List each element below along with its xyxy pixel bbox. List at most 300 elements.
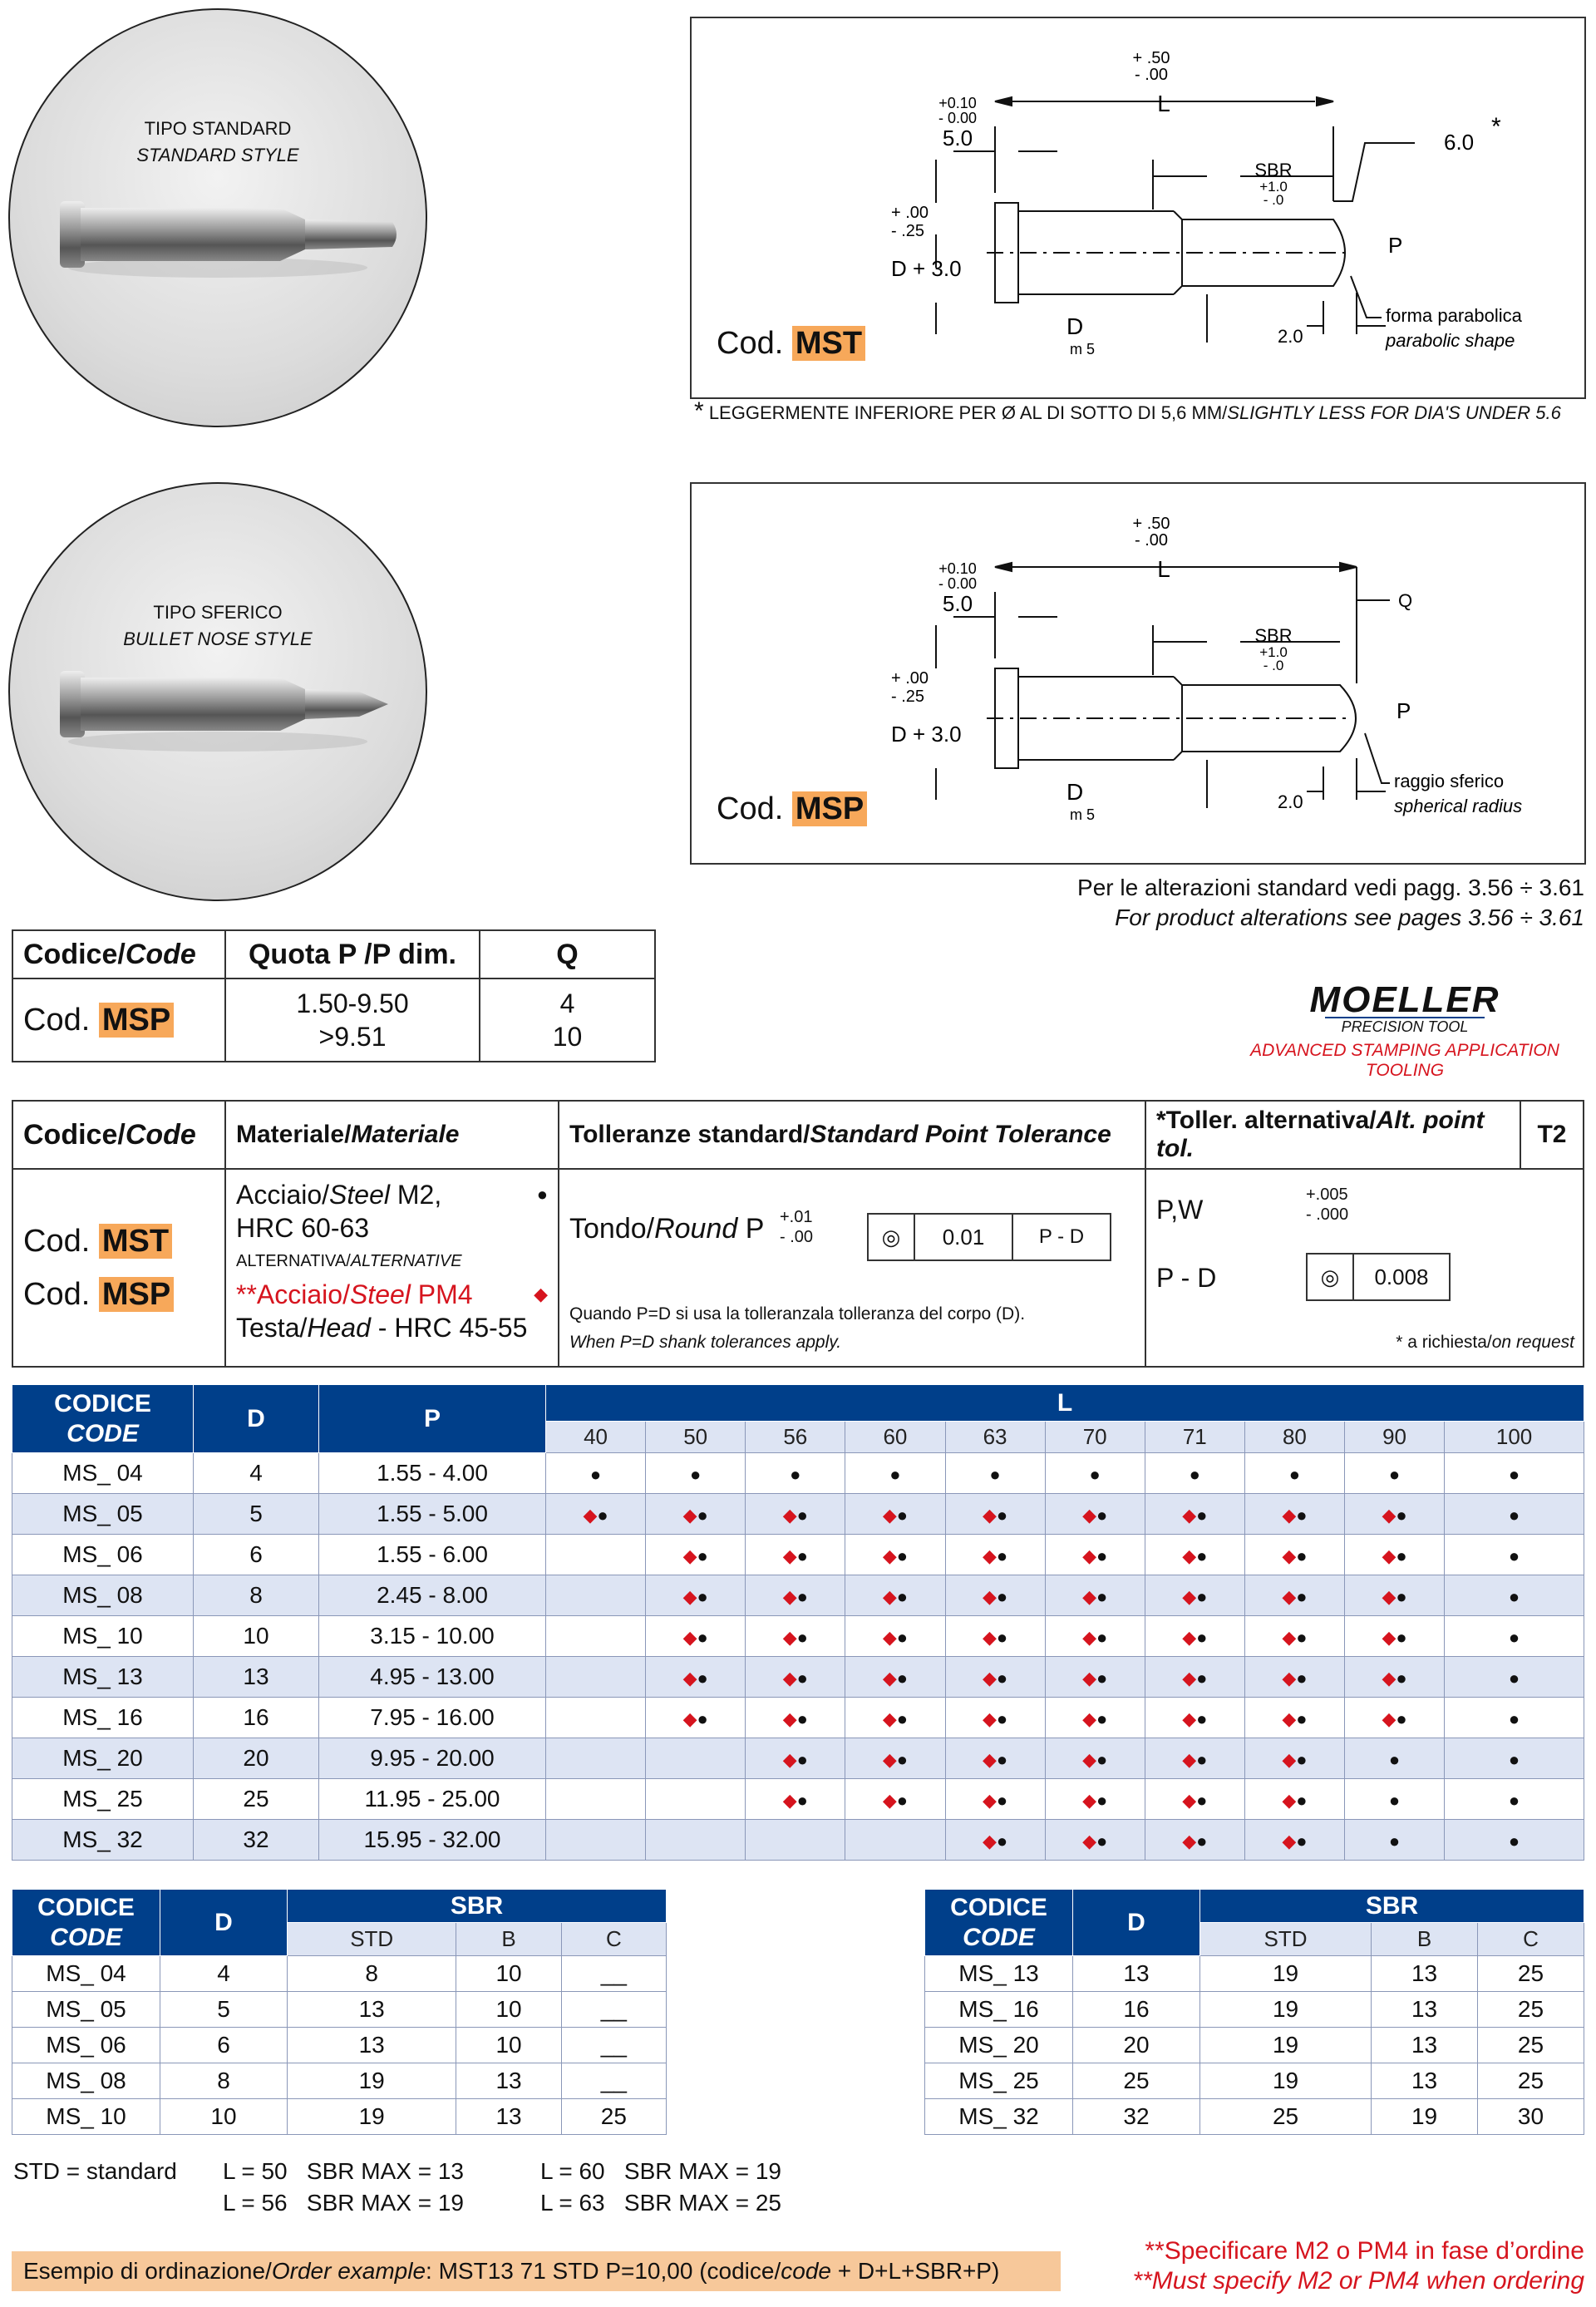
m2-dot-icon: ● (1508, 1749, 1520, 1770)
m2-dot-icon: ● (796, 1749, 808, 1770)
sbr-tol-minus: - .0 (1263, 192, 1284, 208)
sbr-label: SBR (1254, 625, 1293, 646)
std-note-b1: L = 60 SBR MAX = 19 (540, 2158, 782, 2184)
mat-tolerance-cell (559, 1169, 1145, 1367)
availability-cell (1445, 1575, 1584, 1616)
sbr-header-b: B (456, 1923, 561, 1956)
d-head: D + 3.0 (891, 256, 962, 281)
l-tol-minus: - .00 (1134, 66, 1169, 84)
availability-cell (945, 1820, 1045, 1861)
m2-dot-icon: ● (1189, 1464, 1200, 1485)
cell-std: 19 (1200, 2028, 1372, 2063)
m2-dot-icon: ● (697, 1505, 708, 1526)
main-header-p: P (319, 1385, 546, 1453)
sbr-header-code: CODICE CODE (925, 1890, 1073, 1956)
q-label: Q (1398, 590, 1413, 611)
pm4-diamond-icon: ◆ (1282, 1586, 1297, 1607)
m2-dot-icon: ● (1096, 1790, 1108, 1811)
order-example: Esempio di ordinazione/Order example: MST13 71 STD P=10,00 (codice/code + D+L+SBR+P) (12, 2251, 1061, 2291)
availability-cell (1345, 1657, 1445, 1698)
availability-cell (1345, 1494, 1445, 1535)
cell-p: 15.95 - 32.00 (319, 1820, 546, 1861)
availability-cell (546, 1738, 646, 1779)
availability-cell (1145, 1494, 1244, 1535)
main-header-l: L (546, 1385, 1584, 1422)
cell-d: 20 (1073, 2028, 1200, 2063)
m2-dot-icon: ● (996, 1505, 1008, 1526)
availability-cell (546, 1779, 646, 1820)
availability-cell (845, 1698, 945, 1738)
availability-cell (945, 1779, 1045, 1820)
availability-cell (1145, 1453, 1244, 1494)
cell-b: 10 (456, 1956, 561, 1992)
availability-cell (646, 1453, 746, 1494)
pm4-diamond-icon: ◆ (1182, 1749, 1197, 1770)
warning-en: **Must specify M2 or PM4 when ordering (1132, 2267, 1584, 2295)
pm4-diamond-icon: ◆ (982, 1831, 997, 1851)
m2-dot-icon: ● (989, 1464, 1001, 1485)
cell-d: 5 (194, 1494, 319, 1535)
pm4-diamond-icon: ◆ (1182, 1505, 1197, 1526)
brand-logo (1247, 979, 1563, 1081)
m2-dot-icon: ● (896, 1627, 909, 1648)
head-len: 5.0 (942, 126, 973, 150)
m2-dot-icon: ● (1196, 1505, 1208, 1526)
availability-cell (646, 1657, 746, 1698)
q-p-values: 1.50-9.50 >9.51 (225, 979, 480, 1062)
availability-cell (1445, 1657, 1584, 1698)
pm4-diamond-icon: ◆ (1282, 1790, 1297, 1811)
availability-cell (1045, 1698, 1145, 1738)
table-row (12, 1575, 1584, 1616)
availability-cell (1145, 1575, 1244, 1616)
pm4-diamond-icon: ◆ (1382, 1586, 1396, 1607)
mat-codes: Cod. MST Cod. MSP (12, 1169, 225, 1367)
cell-b: 13 (1372, 1956, 1478, 1992)
q-code: Cod. MSP (12, 979, 225, 1062)
m2-dot-icon: ● (1296, 1627, 1308, 1648)
code-tag: MSP (792, 791, 867, 826)
availability-cell (845, 1738, 945, 1779)
q-table (12, 929, 656, 1062)
head-tol-minus: - 0.00 (938, 575, 978, 592)
pm4-diamond-icon: ◆ (1282, 1831, 1297, 1851)
m2-dot-icon: ● (1388, 1831, 1401, 1851)
availability-cell (1045, 1453, 1145, 1494)
length-header: 63 (945, 1422, 1045, 1453)
cell-d: 4 (160, 1956, 288, 1992)
availability-cell (646, 1738, 746, 1779)
m2-dot-icon: ● (1196, 1790, 1208, 1811)
m2-dot-icon: ● (996, 1627, 1008, 1648)
brand-sub: PRECISION TOOL (1325, 1017, 1485, 1036)
mat-header-code: Codice/Code (12, 1101, 225, 1169)
code-tag: MST (792, 326, 865, 361)
m2-dot-icon: ● (996, 1790, 1008, 1811)
pm4-diamond-icon: ◆ (1282, 1545, 1297, 1566)
pm4-diamond-icon: ◆ (1182, 1668, 1197, 1688)
sbr-tol-plus: +1.0 (1259, 644, 1288, 660)
pm4-diamond-icon: ◆ (882, 1545, 897, 1566)
pm4-diamond-icon: ◆ (1182, 1831, 1197, 1851)
d-tol-plus: + .00 (891, 669, 929, 688)
availability-cell (945, 1657, 1045, 1698)
length-header: 71 (1145, 1422, 1244, 1453)
availability-cell (1445, 1616, 1584, 1657)
cell-d: 25 (1073, 2063, 1200, 2099)
availability-cell (746, 1453, 845, 1494)
availability-cell (746, 1698, 845, 1738)
pm4-diamond-icon: ◆ (882, 1505, 897, 1526)
availability-cell (1045, 1738, 1145, 1779)
cell-p: 7.95 - 16.00 (319, 1698, 546, 1738)
cell-c: 25 (561, 2099, 666, 2135)
pm4-diamond-icon: ◆ (1382, 1708, 1396, 1729)
table-row (12, 1535, 1584, 1575)
std-note-a1: L = 50 SBR MAX = 13 (223, 2158, 465, 2184)
table-row (12, 1698, 1584, 1738)
cell-code: MS_ 08 (12, 2063, 160, 2099)
cell-std: 13 (288, 1992, 456, 2028)
availability-cell (546, 1820, 646, 1861)
availability-cell (746, 1820, 845, 1861)
table-row (12, 1494, 1584, 1535)
table-row (925, 2028, 1584, 2063)
shape-it: raggio sferico (1394, 771, 1505, 791)
availability-cell (845, 1535, 945, 1575)
cell-c: __ (561, 1992, 666, 2028)
q-header-code: Codice/Code (12, 930, 225, 979)
m2-dot-icon: ● (1296, 1545, 1308, 1566)
d-fit: m 5 (1070, 806, 1096, 823)
availability-cell (945, 1535, 1045, 1575)
drawing-msp (690, 482, 1586, 865)
m2-dot-icon: ● (1096, 1749, 1108, 1770)
length-header: 100 (1445, 1422, 1584, 1453)
cell-code: MS_ 10 (12, 2099, 160, 2135)
pm4-diamond-icon: ◆ (982, 1505, 997, 1526)
pm4-diamond-icon: ◆ (882, 1627, 897, 1648)
availability-cell (1244, 1779, 1344, 1820)
m2-dot-icon: ● (1288, 1464, 1301, 1485)
m2-dot-icon: ● (996, 1545, 1008, 1566)
m2-dot-icon: ● (896, 1668, 909, 1688)
availability-cell (1045, 1535, 1145, 1575)
cell-d: 13 (1073, 1956, 1200, 1992)
m2-dot-icon: ● (1508, 1586, 1520, 1607)
cell-code: MS_ 06 (12, 2028, 160, 2063)
cell-c: 25 (1478, 2028, 1584, 2063)
pm4-diamond-icon: ◆ (782, 1586, 797, 1607)
cell-c: __ (561, 1956, 666, 1992)
availability-cell (1345, 1453, 1445, 1494)
d-tol-minus: - .25 (891, 222, 925, 240)
m2-dot-icon: ● (597, 1505, 608, 1526)
cell-std: 13 (288, 2028, 456, 2063)
m2-dot-icon: ● (1096, 1668, 1108, 1688)
pm4-diamond-icon: ◆ (682, 1668, 697, 1688)
cell-code: MS_ 10 (12, 1616, 194, 1657)
pm4-diamond-icon: ◆ (1082, 1790, 1096, 1811)
cell-d: 16 (194, 1698, 319, 1738)
style-label-en: BULLET NOSE STYLE (123, 629, 313, 649)
cell-std: 19 (288, 2063, 456, 2099)
q-header-p: Quota P /P dim. (225, 930, 480, 979)
m2-dot-icon: ● (1508, 1790, 1520, 1811)
brand-name: MOELLER (1309, 979, 1500, 1020)
m2-dot-icon: ● (690, 1464, 702, 1485)
sbr-table-left (12, 1889, 667, 2135)
cell-std: 8 (288, 1956, 456, 1992)
sbr-header-d: D (1073, 1890, 1200, 1956)
availability-cell (1445, 1494, 1584, 1535)
availability-cell (1145, 1779, 1244, 1820)
cell-code: MS_ 13 (925, 1956, 1073, 1992)
m2-dot-icon: ● (896, 1545, 909, 1566)
on-request: * a richiesta/on request (1396, 1333, 1574, 1352)
pm4-diamond-icon: ◆ (1082, 1586, 1096, 1607)
head-tol-minus: - 0.00 (938, 110, 978, 126)
availability-cell (746, 1657, 845, 1698)
cell-p: 1.55 - 6.00 (319, 1535, 546, 1575)
m2-dot-icon: ● (796, 1708, 808, 1729)
cell-d: 5 (160, 1992, 288, 2028)
availability-cell (646, 1575, 746, 1616)
m2-dot-icon: ● (896, 1586, 909, 1607)
cell-b: 10 (456, 2028, 561, 2063)
round-label: Tondo/Round P (569, 1213, 765, 1245)
m2-dot-icon: ● (1089, 1464, 1101, 1485)
m2-dot-icon: ● (697, 1627, 708, 1648)
availability-cell (845, 1616, 945, 1657)
order-warning (1132, 2236, 1584, 2296)
availability-cell (945, 1616, 1045, 1657)
cell-code: MS_ 05 (12, 1992, 160, 2028)
mst-footnote: * LEGGERMENTE INFERIORE PER Ø AL DI SOTTO DI 5,6 MM/SLIGHTLY LESS FOR DIA'S UNDER 5.6 (694, 397, 1561, 425)
m2-dot-icon: ● (1096, 1627, 1108, 1648)
cell-b: 13 (456, 2063, 561, 2099)
head-len: 5.0 (942, 591, 973, 616)
availability-cell (945, 1575, 1045, 1616)
m2-dot-icon: ● (1296, 1790, 1308, 1811)
table-row (925, 1956, 1584, 1992)
availability-cell (1244, 1453, 1344, 1494)
cell-b: 13 (1372, 2063, 1478, 2099)
availability-cell (546, 1657, 646, 1698)
m2-dot-icon: ● (1508, 1464, 1520, 1485)
std-note-b2: L = 63 SBR MAX = 25 (540, 2190, 782, 2216)
cell-code: MS_ 25 (925, 2063, 1073, 2099)
availability-cell (1345, 1698, 1445, 1738)
m2-dot-icon: ● (697, 1545, 708, 1566)
cell-code: MS_ 20 (12, 1738, 194, 1779)
concentricity-icon: ◎ (869, 1215, 915, 1259)
availability-cell (1244, 1738, 1344, 1779)
pm4-diamond-icon: ◆ (982, 1586, 997, 1607)
availability-cell (546, 1698, 646, 1738)
cell-b: 10 (456, 1992, 561, 2028)
cell-c: __ (561, 2028, 666, 2063)
mat-header-material: Materiale/Materiale (225, 1101, 559, 1169)
availability-cell (646, 1820, 746, 1861)
m2-dot-icon: ● (1296, 1668, 1308, 1688)
availability-cell (1445, 1698, 1584, 1738)
availability-cell (546, 1575, 646, 1616)
availability-cell (646, 1494, 746, 1535)
availability-cell (1045, 1616, 1145, 1657)
shape-en: parabolic shape (1386, 330, 1515, 351)
m2-dot-icon: ● (796, 1668, 808, 1688)
cell-b: 13 (456, 2099, 561, 2135)
availability-cell (1145, 1616, 1244, 1657)
pm4-diamond-icon: ◆ (1082, 1668, 1096, 1688)
cell-d: 6 (160, 2028, 288, 2063)
pm4-diamond-icon: ◆ (1082, 1831, 1096, 1851)
availability-cell (1445, 1453, 1584, 1494)
sbr-label: SBR (1254, 160, 1293, 180)
m2-dot-icon: ● (896, 1505, 909, 1526)
pm4-diamond-icon: ◆ (682, 1586, 697, 1607)
availability-cell (1145, 1820, 1244, 1861)
cell-d: 16 (1073, 1992, 1200, 2028)
q-q-values: 4 10 (480, 979, 655, 1062)
sbr-header-d: D (160, 1890, 288, 1956)
cell-d: 10 (194, 1616, 319, 1657)
m2-dot-icon: ● (1196, 1831, 1208, 1851)
pm4-diamond-icon: ◆ (1082, 1627, 1096, 1648)
m2-dot-icon: ● (790, 1464, 801, 1485)
pm4-diamond-icon: ◆ (1082, 1749, 1096, 1770)
m2-dot-icon: ● (1508, 1505, 1520, 1526)
length-header: 40 (546, 1422, 646, 1453)
availability-cell (1345, 1535, 1445, 1575)
cell-c: __ (561, 2063, 666, 2099)
m2-dot-icon: ● (1296, 1708, 1308, 1729)
cell-p: 1.55 - 4.00 (319, 1453, 546, 1494)
availability-cell (746, 1535, 845, 1575)
availability-cell (1345, 1779, 1445, 1820)
availability-cell (1345, 1738, 1445, 1779)
table-row (12, 2063, 667, 2099)
availability-cell (546, 1453, 646, 1494)
m2-dot-icon: ● (1396, 1545, 1407, 1566)
sbr-header-sbr: SBR (288, 1890, 667, 1923)
cell-d: 4 (194, 1453, 319, 1494)
sbr-header-std: STD (1200, 1923, 1372, 1956)
m2-dot-icon: ● (1196, 1627, 1208, 1648)
availability-cell (1045, 1820, 1145, 1861)
availability-cell (1244, 1535, 1344, 1575)
m2-dot-icon: ● (697, 1668, 708, 1688)
m2-dot-icon: ● (1196, 1668, 1208, 1688)
sbr-tol-plus: +1.0 (1259, 179, 1288, 195)
right-dim: 6.0 (1444, 130, 1475, 155)
length-header: 56 (746, 1422, 845, 1453)
pm4-diamond-icon: ◆ (1182, 1790, 1197, 1811)
pm4-diamond-icon: ◆ (1082, 1708, 1096, 1729)
round-tol: +.01 - .00 (780, 1208, 814, 1246)
table-row (12, 1616, 1584, 1657)
cell-c: 25 (1478, 1992, 1584, 2028)
availability-cell (1244, 1616, 1344, 1657)
d-tol-plus: + .00 (891, 204, 929, 222)
cell-d: 6 (194, 1535, 319, 1575)
availability-cell (1145, 1657, 1244, 1698)
cell-code: MS_ 25 (12, 1779, 194, 1820)
pm4-diamond-icon: ◆ (1382, 1505, 1396, 1526)
availability-cell (1244, 1698, 1344, 1738)
pm4-diamond-icon: ◆ (782, 1627, 797, 1648)
m2-dot-icon: ● (1196, 1545, 1208, 1566)
cell-d: 32 (194, 1820, 319, 1861)
p-label: P (1388, 233, 1403, 258)
bullet-style-image (8, 482, 427, 901)
d-head: D + 3.0 (891, 722, 962, 747)
pm4-diamond-icon: ◆ (1382, 1668, 1396, 1688)
l-tol-plus: + .50 (1132, 515, 1170, 533)
availability-cell (646, 1535, 746, 1575)
cell-d: 8 (160, 2063, 288, 2099)
pm4-diamond-icon: ◆ (682, 1505, 697, 1526)
sbr-table-right (924, 1889, 1584, 2135)
cell-code: MS_ 08 (12, 1575, 194, 1616)
cell-code: MS_ 20 (925, 2028, 1073, 2063)
cell-p: 11.95 - 25.00 (319, 1779, 546, 1820)
m2-dot-icon: ● (796, 1545, 808, 1566)
mat-alt-cell (1145, 1169, 1584, 1367)
availability-cell (1145, 1698, 1244, 1738)
cell-d: 13 (194, 1657, 319, 1698)
p-label: P (1396, 698, 1411, 723)
standard-pin-icon (10, 10, 426, 426)
m2-dot-icon: ● (1508, 1627, 1520, 1648)
cell-b: 19 (1372, 2099, 1478, 2135)
standard-style-image (8, 8, 427, 427)
availability-cell (546, 1494, 646, 1535)
pm4-diamond-icon: ◆ (882, 1586, 897, 1607)
std-note-a2: L = 56 SBR MAX = 19 (223, 2190, 465, 2216)
style-label-it: TIPO SFERICO (153, 602, 283, 623)
table-row (12, 1956, 667, 1992)
availability-cell (746, 1575, 845, 1616)
pm4-diamond-icon: ◆ (583, 1505, 598, 1526)
availability-cell (646, 1616, 746, 1657)
cell-code: MS_ 04 (12, 1956, 160, 1992)
cell-d: 32 (1073, 2099, 1200, 2135)
m2-dot-icon: ● (1508, 1545, 1520, 1566)
asterisk: * (1491, 113, 1501, 140)
pm4-diamond-icon: ◆ (1382, 1627, 1396, 1648)
availability-cell (1345, 1575, 1445, 1616)
m2-dot-icon: ● (896, 1790, 909, 1811)
availability-cell (1445, 1820, 1584, 1861)
availability-cell (1145, 1738, 1244, 1779)
availability-cell (945, 1494, 1045, 1535)
table-row (12, 1779, 1584, 1820)
d-tol-minus: - .25 (891, 688, 925, 706)
cell-d: 25 (194, 1779, 319, 1820)
availability-cell (1244, 1820, 1344, 1861)
pm4-diamond-icon: ◆ (1282, 1708, 1297, 1729)
availability-cell (1145, 1535, 1244, 1575)
m2-dot-icon: ● (1296, 1831, 1308, 1851)
m2-dot-icon: ● (996, 1708, 1008, 1729)
d-label: D (1066, 779, 1084, 805)
sbr-tol-minus: - .0 (1263, 658, 1284, 673)
pm4-diamond-icon: ◆ (882, 1708, 897, 1729)
cell-code: MS_ 06 (12, 1535, 194, 1575)
availability-cell (646, 1698, 746, 1738)
